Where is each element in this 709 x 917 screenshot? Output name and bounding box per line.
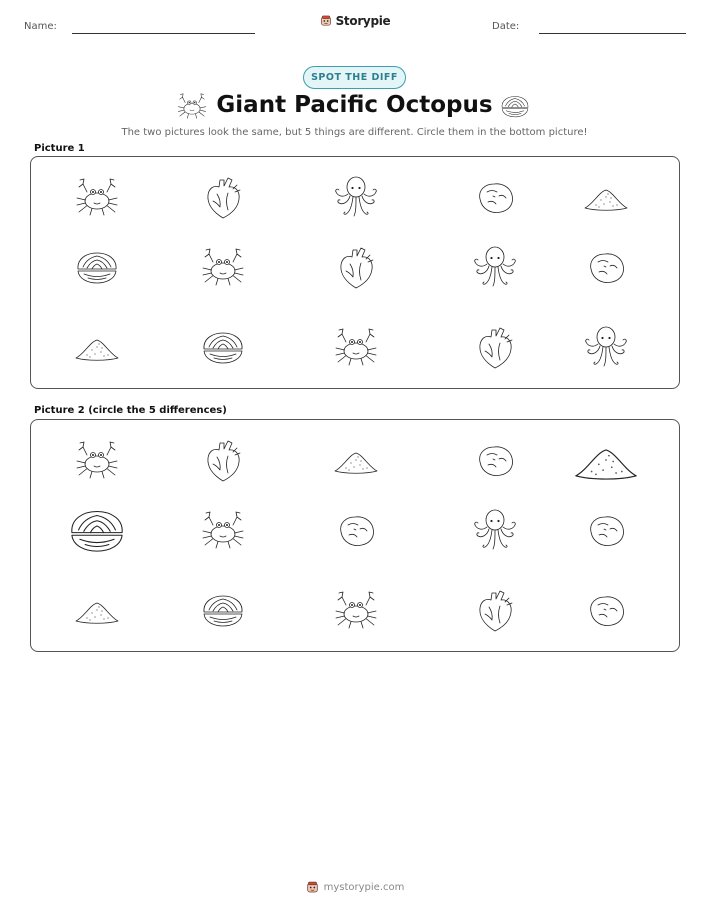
- instructions: The two pictures look the same, but 5 things are different. Circle them in the bottom picture!: [121, 127, 588, 138]
- rock-icon: [581, 242, 631, 292]
- crab-icon[interactable]: [72, 435, 122, 485]
- activity-badge: SPOT THE DIFF: [303, 66, 406, 89]
- octopus-icon: [470, 242, 520, 292]
- clam-icon[interactable]: [198, 585, 248, 635]
- heart-icon[interactable]: [198, 435, 248, 485]
- rock-icon: [470, 172, 520, 222]
- sand-icon: [72, 322, 122, 372]
- date-line[interactable]: [539, 33, 686, 34]
- crab-icon: [198, 242, 248, 292]
- rock-icon[interactable]: [581, 585, 631, 635]
- heart-icon: [331, 242, 381, 292]
- storypie-logo-icon: [305, 880, 320, 895]
- brand: [0, 14, 709, 28]
- picture-1-label: Picture 1: [34, 143, 85, 154]
- footer-url: mystorypie.com: [323, 882, 405, 893]
- clam-icon: [198, 322, 248, 372]
- sand-icon[interactable]: [570, 424, 642, 496]
- heart-icon[interactable]: [470, 585, 520, 635]
- date-label: Date:: [492, 21, 520, 32]
- octopus-icon[interactable]: [470, 505, 520, 555]
- picture-2-panel[interactable]: [30, 419, 680, 652]
- heart-icon: [198, 172, 248, 222]
- octopus-icon: [331, 172, 381, 222]
- rock-icon[interactable]: [470, 435, 520, 485]
- crab-icon: [72, 172, 122, 222]
- heart-icon: [470, 322, 520, 372]
- footer: [0, 880, 709, 895]
- sand-icon[interactable]: [331, 435, 381, 485]
- rock-icon[interactable]: [581, 505, 631, 555]
- clam-icon[interactable]: [64, 497, 130, 563]
- octopus-icon: [581, 322, 631, 372]
- picture-2-label: Picture 2 (circle the 5 differences): [34, 405, 227, 416]
- clam-icon: [498, 89, 532, 123]
- page-title: Giant Pacific Octopus: [216, 92, 493, 118]
- crab-icon: [331, 322, 381, 372]
- rock-icon[interactable]: [331, 505, 381, 555]
- sand-icon[interactable]: [72, 585, 122, 635]
- name-line[interactable]: [72, 33, 255, 34]
- picture-1-panel: [30, 156, 680, 389]
- storypie-logo-icon: [319, 14, 333, 28]
- crab-icon[interactable]: [198, 505, 248, 555]
- clam-icon: [72, 242, 122, 292]
- name-label: Name:: [24, 21, 57, 32]
- sand-icon: [581, 172, 631, 222]
- brand-name: Storypie: [335, 14, 391, 28]
- crab-icon[interactable]: [331, 585, 381, 635]
